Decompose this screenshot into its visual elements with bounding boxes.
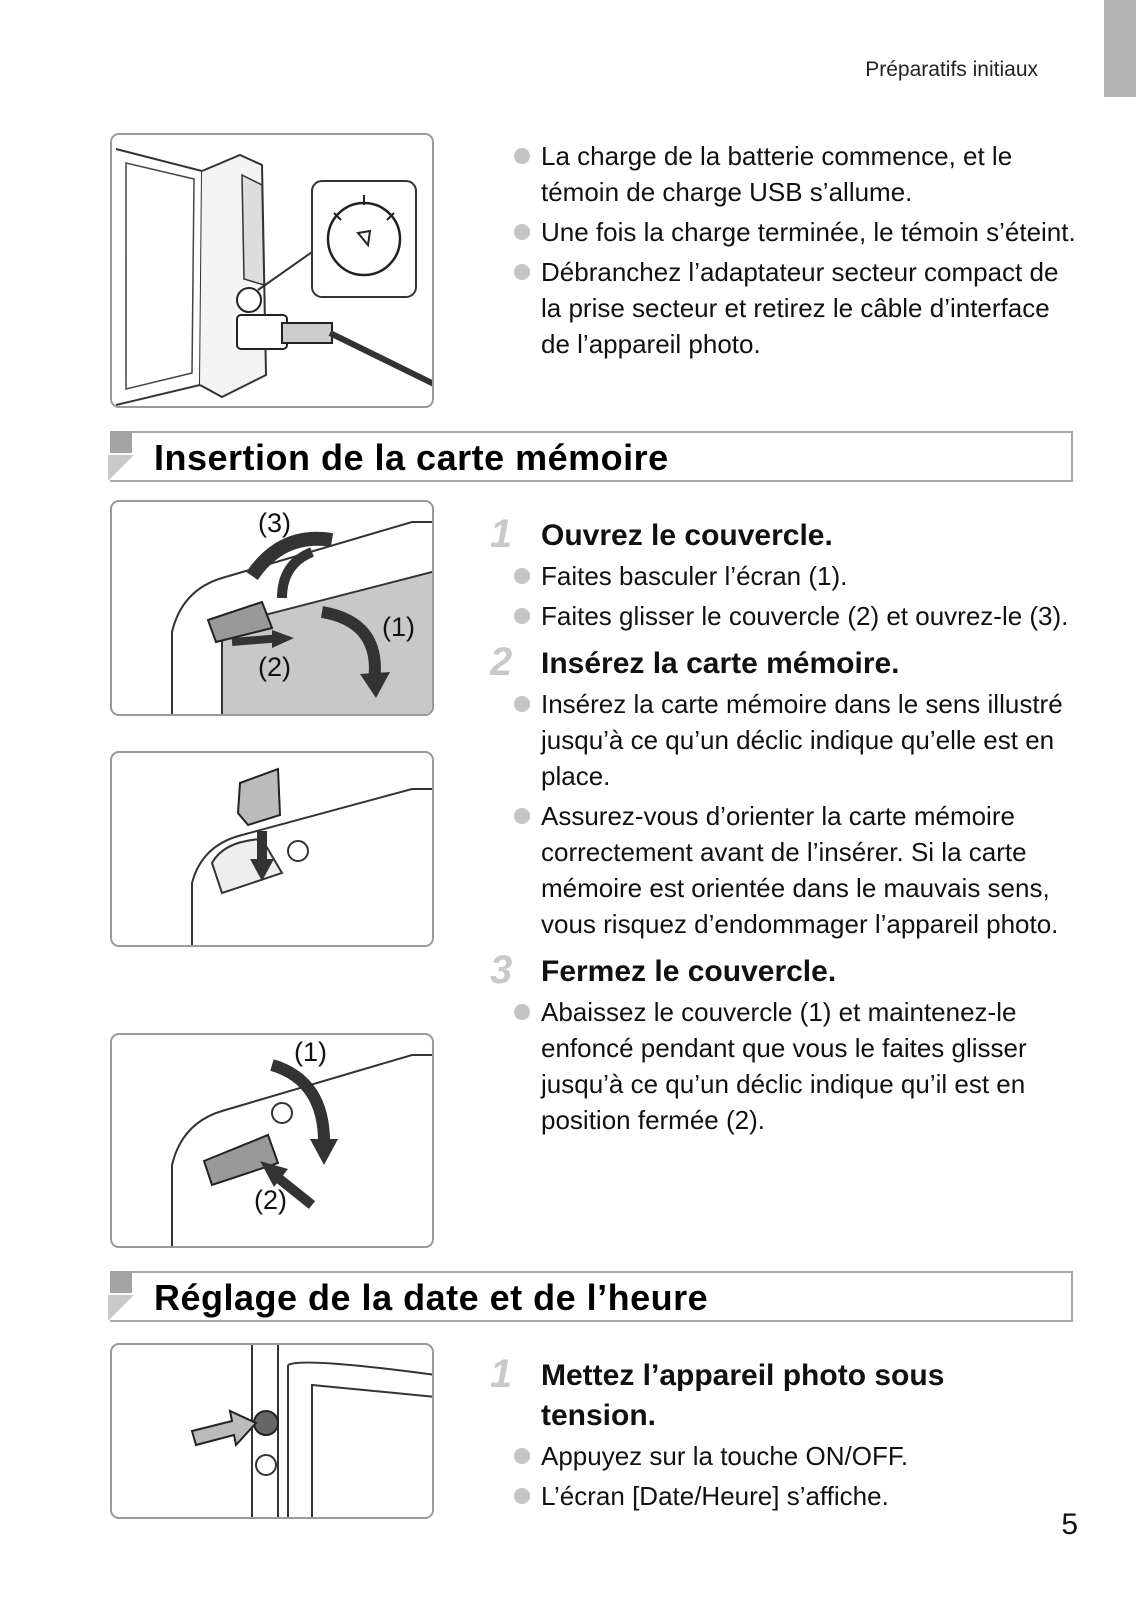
step xyxy=(490,640,1080,942)
running-header: Préparatifs initiaux xyxy=(865,58,1038,81)
list-item: La charge de la batterie commence, et le témoin de charge USB s’allume. xyxy=(500,138,1080,210)
step-number: 1 xyxy=(490,512,513,556)
list-item: Une fois la charge terminée, le témoin s’éteint. xyxy=(500,214,1080,250)
step-title: Ouvrez le couvercle. xyxy=(541,519,833,552)
section-title: Insertion de la carte mémoire xyxy=(154,437,669,478)
power-button-illustration xyxy=(110,1343,434,1519)
charging-illustration xyxy=(110,133,434,408)
section-marker-icon xyxy=(110,431,132,453)
step-number: 1 xyxy=(490,1352,513,1396)
list-item: Faites glisser le couvercle (2) et ouvrez-le (3). xyxy=(500,598,1080,634)
list-item: Abaissez le couvercle (1) et maintenez-le enfoncé pendant que vous le faites glisser jusqu’à ce qu’un déclic indique qu’il est en position fermée (2). xyxy=(500,994,1080,1138)
section-title: Réglage de la date et de l’heure xyxy=(154,1277,709,1318)
step xyxy=(490,1352,1080,1514)
callout-label: (1) xyxy=(294,1037,327,1067)
charging-notes xyxy=(500,138,1080,366)
list-item: Faites basculer l’écran (1). xyxy=(500,558,1080,594)
list-item: Débranchez l’adaptateur secteur compact de la prise secteur et retirez le câble d’interface de l’appareil photo. xyxy=(500,254,1080,362)
step-title: Mettez l’appareil photo sous tension. xyxy=(541,1359,945,1432)
step-number: 3 xyxy=(490,948,513,992)
insert-card-illustration xyxy=(110,751,434,947)
list-item: L’écran [Date/Heure] s’affiche. xyxy=(500,1478,1080,1514)
memory-card-steps xyxy=(490,512,1080,1148)
date-time-steps xyxy=(490,1352,1080,1524)
section-header-date-time xyxy=(110,1271,1073,1322)
step-number: 2 xyxy=(490,640,513,684)
section-header-memory-card xyxy=(110,431,1073,482)
callout-label: (2) xyxy=(254,1185,287,1215)
step-title: Fermez le couvercle. xyxy=(541,955,837,988)
open-cover-illustration xyxy=(110,500,434,716)
close-cover-illustration xyxy=(110,1033,434,1248)
callout-label: (2) xyxy=(258,652,291,682)
page-number: 5 xyxy=(1061,1508,1078,1541)
list-item: Insérez la carte mémoire dans le sens illustré jusqu’à ce qu’un déclic indique qu’elle est en place. xyxy=(500,686,1080,794)
callout-label: (3) xyxy=(258,508,291,538)
step xyxy=(490,948,1080,1138)
step xyxy=(490,512,1080,634)
list-item: Appuyez sur la touche ON/OFF. xyxy=(500,1438,1080,1474)
step-title: Insérez la carte mémoire. xyxy=(541,647,900,680)
callout-label: (1) xyxy=(382,612,415,642)
chapter-tab-marker xyxy=(1104,0,1136,97)
section-marker-icon xyxy=(110,1271,132,1293)
list-item: Assurez-vous d’orienter la carte mémoire correctement avant de l’insérer. Si la carte mémoire est orientée dans le mauvais sens, vous risquez d’endommager l’appareil photo. xyxy=(500,798,1080,942)
